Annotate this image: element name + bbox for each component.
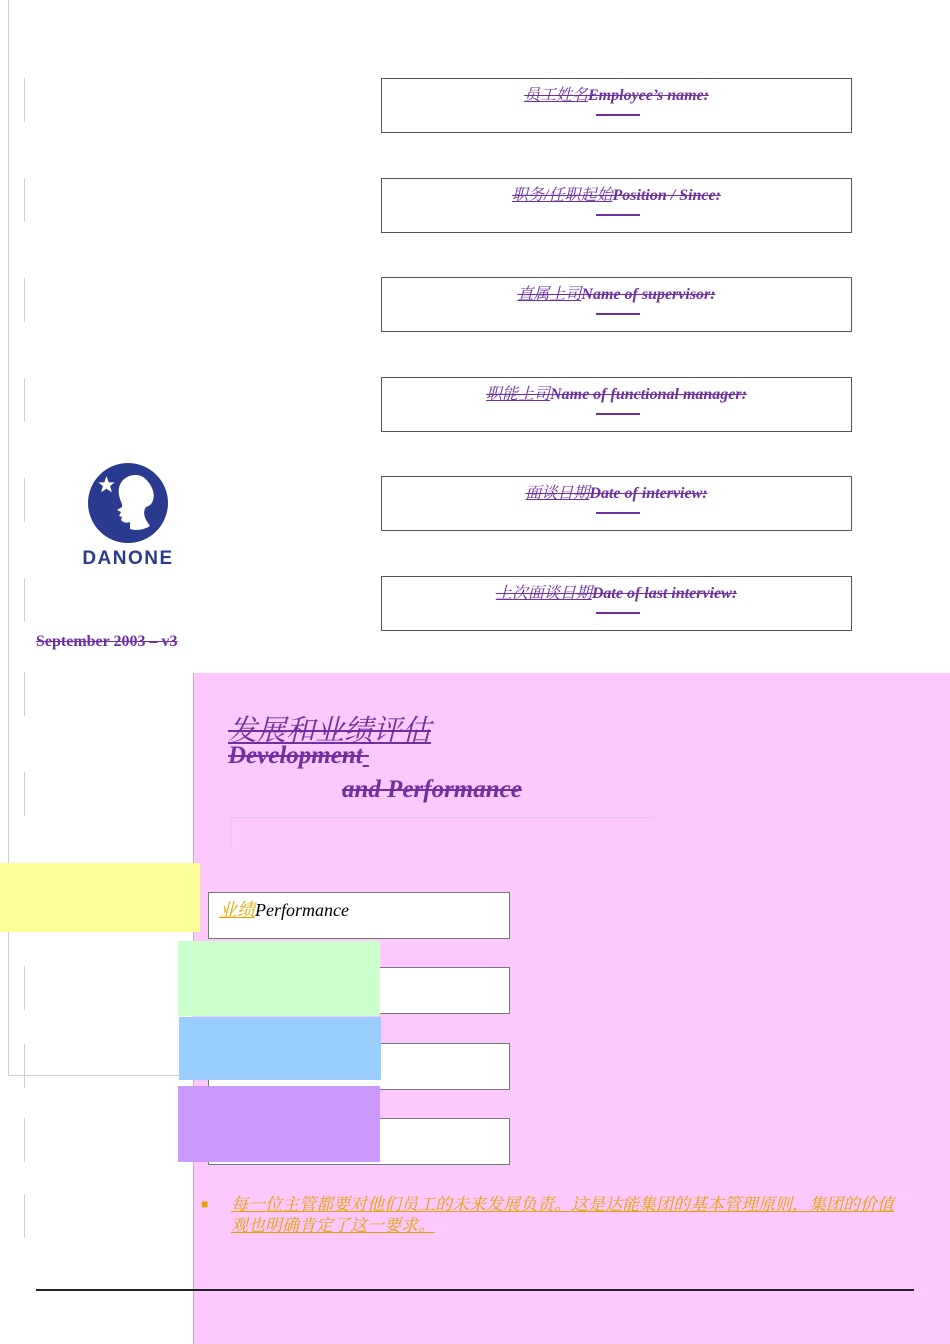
employee-name-label-cn: 员工姓名 [523, 87, 588, 104]
interview-date-label-en: Date of interview: [589, 485, 708, 502]
page-bottom-left-rule [8, 1075, 198, 1076]
field-entry-line [596, 512, 640, 514]
field-entry-line [596, 313, 640, 315]
employee-name-label-en: Employee’s name: [588, 87, 710, 104]
margin-tick [24, 478, 25, 522]
margin-tick [24, 78, 25, 122]
functional-manager-field[interactable] [381, 377, 852, 432]
employee-name-field[interactable] [381, 78, 852, 133]
field-entry-line [596, 413, 640, 415]
section-marker-yellow [0, 863, 200, 932]
danone-logo-text: DANONE [82, 548, 174, 569]
field-entry-line [596, 214, 640, 216]
margin-tick [24, 1044, 25, 1088]
field-entry-line [596, 114, 640, 116]
danone-logo-icon [84, 459, 172, 547]
margin-tick [24, 278, 25, 322]
supervisor-name-field[interactable] [381, 277, 852, 332]
document-version: September 2003 – v3 [36, 633, 178, 650]
title-divider-tick [230, 817, 231, 850]
title-divider [230, 817, 654, 818]
margin-tick [24, 772, 25, 816]
position-label-en: Position / Since: [612, 187, 721, 204]
interview-date-label-cn: 面谈日期 [525, 485, 590, 502]
margin-tick [24, 178, 25, 222]
margin-tick [24, 1194, 25, 1238]
position-since-field[interactable] [381, 178, 852, 233]
performance-label-en: Performance [255, 900, 349, 920]
document-title-en-line1: Development [228, 742, 363, 769]
section-marker-violet [178, 1086, 380, 1162]
supervisor-label-en: Name of supervisor: [581, 286, 716, 303]
document-title-cn: 发展和业绩评估 [228, 715, 432, 747]
functional-manager-label-cn: 职能上司 [486, 386, 551, 403]
field-entry-line [596, 612, 640, 614]
margin-tick [24, 1118, 25, 1162]
supervisor-label-cn: 直属上司 [517, 286, 582, 303]
margin-tick [24, 578, 25, 622]
interview-date-field[interactable] [381, 476, 852, 531]
management-principle-note: 每一位主管都要对他们员工的未来发展负责。这是达能集团的基本管理原则，集团的价值观也明确肯定了这一要求。 [231, 1195, 894, 1235]
margin-tick [24, 966, 25, 1010]
bullet-square-icon: ■ [201, 1197, 209, 1211]
functional-manager-label-en: Name of functional manager: [550, 386, 747, 403]
last-interview-date-field[interactable] [381, 576, 852, 631]
last-interview-label-cn: 上次面谈日期 [495, 585, 592, 602]
section-marker-green [178, 941, 380, 1016]
document-title-en-line2: and Performance [342, 776, 522, 803]
position-label-cn: 职务/任职起始 [512, 187, 613, 204]
last-interview-label-en: Date of last interview: [591, 585, 738, 602]
section-marker-blue [179, 1017, 381, 1080]
margin-tick [24, 378, 25, 422]
performance-label-cn: 业绩 [219, 900, 255, 920]
performance-section-button[interactable] [208, 892, 510, 939]
bottom-rule [36, 1289, 914, 1291]
margin-tick [24, 672, 25, 716]
